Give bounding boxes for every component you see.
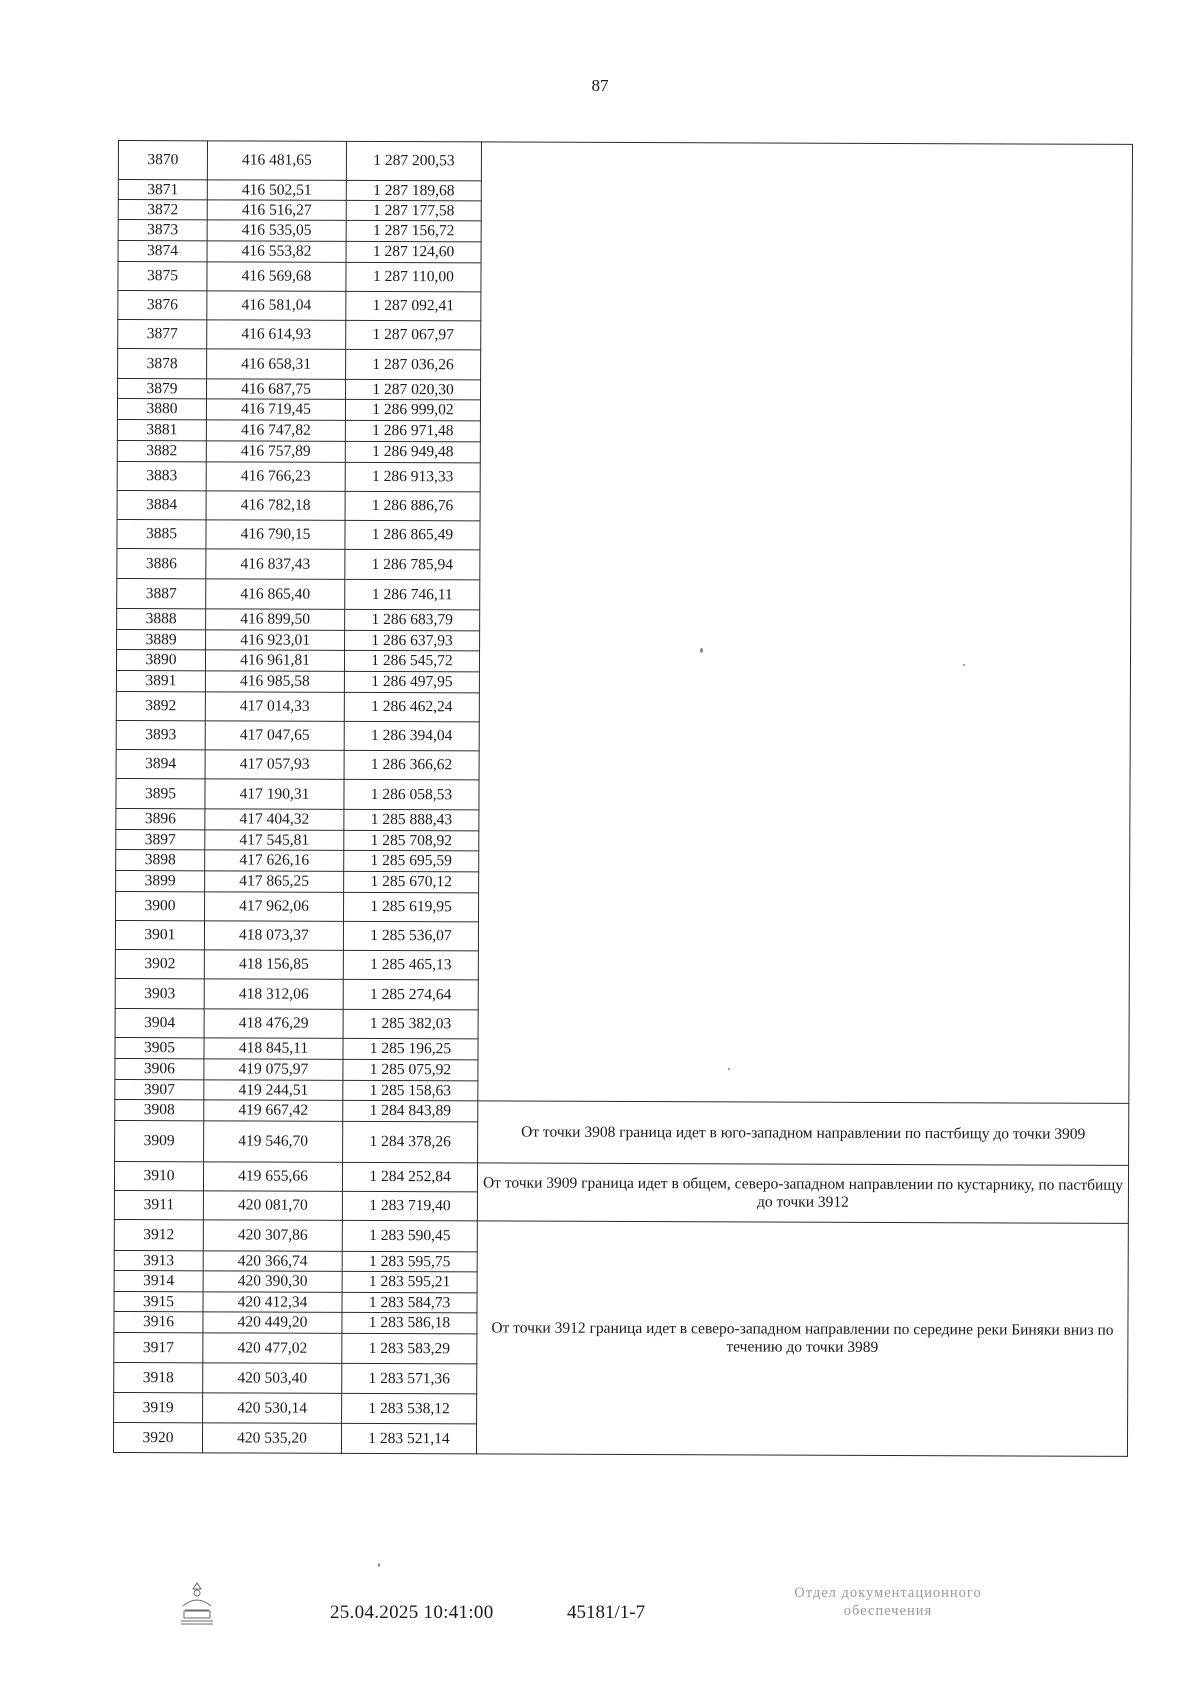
coordinate-y: 1 286 746,11 <box>345 579 480 610</box>
coordinate-y: 1 285 465,13 <box>343 950 478 980</box>
point-number: 3913 <box>114 1250 203 1270</box>
coordinate-y: 1 283 590,45 <box>342 1220 477 1252</box>
point-number: 3900 <box>116 891 205 920</box>
coordinate-y: 1 286 497,95 <box>344 671 479 693</box>
coordinate-x: 418 156,85 <box>204 950 343 980</box>
point-number: 3910 <box>114 1161 203 1190</box>
coordinate-y: 1 287 156,72 <box>346 220 481 242</box>
coordinate-x: 416 581,04 <box>207 291 346 321</box>
scan-speck <box>728 1068 730 1070</box>
point-number: 3889 <box>117 629 206 649</box>
point-number: 3881 <box>117 419 206 440</box>
coordinate-x: 416 719,45 <box>206 399 345 421</box>
point-number: 3872 <box>118 200 207 220</box>
coordinate-x: 416 553,82 <box>207 241 346 263</box>
point-number: 3875 <box>118 262 207 291</box>
point-number: 3919 <box>114 1392 203 1422</box>
point-number: 3898 <box>116 849 205 870</box>
department-watermark <box>738 1584 1038 1620</box>
coordinate-x: 419 075,97 <box>204 1059 343 1081</box>
coordinate-y: 1 283 571,36 <box>342 1363 477 1394</box>
coordinate-y: 1 284 252,84 <box>342 1162 477 1192</box>
boundary-description: От точки 3909 граница идет в общем, северо-западном направлении по кустарнику, по пастбищу до точки 3912 <box>477 1163 1128 1223</box>
coordinate-x: 417 962,06 <box>205 892 344 922</box>
coordinate-y: 1 284 378,26 <box>343 1121 478 1163</box>
coordinate-y: 1 285 196,25 <box>343 1038 478 1060</box>
coordinate-x: 420 390,30 <box>203 1271 342 1293</box>
coordinate-x: 417 014,33 <box>205 692 344 722</box>
coordinate-y: 1 286 394,04 <box>344 721 479 751</box>
point-number: 3896 <box>116 808 205 829</box>
point-number: 3878 <box>118 349 207 379</box>
coordinate-y: 1 286 058,53 <box>344 779 479 810</box>
coordinate-y: 1 285 708,92 <box>344 830 479 851</box>
coordinate-x: 417 404,32 <box>205 809 344 831</box>
coordinate-x: 417 190,31 <box>205 779 344 810</box>
coordinate-y: 1 287 177,58 <box>346 200 481 221</box>
coordinate-x: 416 658,31 <box>207 349 346 380</box>
coordinate-x: 418 073,37 <box>204 921 343 951</box>
point-number: 3911 <box>114 1190 203 1219</box>
point-number: 3899 <box>116 870 205 891</box>
point-number: 3882 <box>117 440 206 461</box>
coordinate-y: 1 286 683,79 <box>345 609 480 631</box>
table-row <box>114 1219 1128 1254</box>
coordinate-x: 419 546,70 <box>204 1121 343 1163</box>
point-number: 3876 <box>118 291 207 320</box>
coordinate-x: 417 545,81 <box>205 830 344 851</box>
point-number: 3902 <box>115 949 204 978</box>
coordinate-x: 416 481,65 <box>207 141 346 181</box>
coordinate-y: 1 287 189,68 <box>346 180 481 201</box>
table-row <box>118 141 1132 184</box>
coordinate-y: 1 283 583,29 <box>342 1333 477 1364</box>
registry-stamp-icon <box>175 1580 219 1626</box>
coordinate-y: 1 286 971,48 <box>345 420 480 442</box>
coordinate-y: 1 283 595,75 <box>342 1251 477 1272</box>
coordinate-y: 1 285 670,12 <box>344 871 479 893</box>
coordinate-x: 416 614,93 <box>207 320 346 350</box>
coordinate-x: 416 837,43 <box>206 549 345 580</box>
coordinate-x: 419 244,51 <box>204 1080 343 1101</box>
coordinate-y: 1 285 536,07 <box>343 921 478 951</box>
scan-speck <box>963 664 965 666</box>
coordinate-x: 416 865,40 <box>206 579 345 610</box>
coordinate-y: 1 283 584,73 <box>342 1292 477 1313</box>
coordinate-y: 1 286 949,48 <box>345 441 480 463</box>
coordinate-x: 417 865,25 <box>205 871 344 893</box>
point-number: 3873 <box>118 220 207 241</box>
coordinate-x: 420 449,20 <box>203 1312 342 1334</box>
coordinate-x: 420 307,86 <box>203 1220 342 1252</box>
point-number: 3874 <box>118 241 207 262</box>
coordinate-y: 1 285 695,59 <box>344 850 479 872</box>
page-number: 87 <box>591 76 609 95</box>
boundary-description: От точки 3908 граница идет в юго-западном направлении по пастбищу до точки 3909 <box>478 1101 1129 1165</box>
coordinate-y: 1 286 785,94 <box>345 549 480 580</box>
page-footer <box>0 1580 1200 1640</box>
coordinate-x: 420 366,74 <box>203 1251 342 1272</box>
point-number: 3884 <box>117 490 206 519</box>
coordinate-x: 416 961,81 <box>205 650 344 672</box>
description-blank-cell <box>478 142 1133 1103</box>
coordinate-y: 1 283 719,40 <box>342 1191 477 1221</box>
coordinate-x: 416 502,51 <box>207 180 346 201</box>
scan-speck <box>700 648 703 653</box>
coordinate-x: 420 503,40 <box>203 1363 342 1394</box>
coordinate-x: 416 687,75 <box>207 379 346 400</box>
coordinate-x: 417 047,65 <box>205 721 344 751</box>
coordinate-y: 1 285 158,63 <box>343 1080 478 1101</box>
coordinate-y: 1 287 036,26 <box>346 349 481 380</box>
coordinate-x: 418 312,06 <box>204 979 343 1010</box>
coordinate-x: 416 569,68 <box>207 262 346 292</box>
watermark-line-2: обеспечения <box>843 1603 933 1619</box>
coordinate-y: 1 286 637,93 <box>345 630 480 651</box>
point-number: 3901 <box>115 920 204 949</box>
point-number: 3914 <box>114 1270 203 1291</box>
coordinate-y: 1 287 124,60 <box>346 241 481 263</box>
point-number: 3887 <box>117 578 206 608</box>
point-number: 3908 <box>115 1099 204 1120</box>
coordinate-x: 416 782,18 <box>206 491 345 521</box>
coordinate-x: 420 530,14 <box>203 1393 342 1424</box>
coordinate-x: 417 057,93 <box>205 750 344 780</box>
coordinate-x: 416 790,15 <box>206 520 345 550</box>
coordinate-y: 1 287 067,97 <box>346 320 481 350</box>
point-number: 3916 <box>114 1311 203 1332</box>
point-number: 3906 <box>115 1058 204 1079</box>
coordinate-y: 1 286 462,24 <box>344 692 479 722</box>
coordinate-x: 419 667,42 <box>204 1100 343 1122</box>
coordinate-y: 1 286 999,02 <box>345 399 480 421</box>
coordinate-y: 1 287 092,41 <box>346 291 481 321</box>
coordinate-x: 417 626,16 <box>205 850 344 872</box>
coordinates-table <box>113 140 1133 1457</box>
point-number: 3888 <box>117 608 206 629</box>
point-number: 3880 <box>117 399 206 420</box>
coordinate-y: 1 287 020,30 <box>346 379 481 400</box>
point-number: 3877 <box>118 320 207 349</box>
coordinate-y: 1 285 619,95 <box>344 892 479 922</box>
point-number: 3871 <box>118 180 207 200</box>
point-number: 3895 <box>116 778 205 808</box>
point-number: 3892 <box>116 691 205 720</box>
point-number: 3885 <box>117 519 206 548</box>
point-number: 3915 <box>114 1291 203 1311</box>
coordinate-y: 1 283 521,14 <box>341 1423 476 1454</box>
coordinate-x: 418 845,11 <box>204 1038 343 1060</box>
coordinate-x: 416 766,23 <box>206 462 345 492</box>
point-number: 3905 <box>115 1037 204 1058</box>
coordinate-x: 416 757,89 <box>206 441 345 463</box>
point-number: 3917 <box>114 1332 203 1362</box>
coordinate-x: 416 923,01 <box>206 630 345 651</box>
coordinate-y: 1 286 366,62 <box>344 750 479 780</box>
footer-document-number: 45181/1-7 <box>567 1602 646 1623</box>
coordinate-y: 1 285 888,43 <box>344 809 479 831</box>
point-number: 3897 <box>116 829 205 849</box>
coordinate-y: 1 286 865,49 <box>345 520 480 550</box>
coordinate-y: 1 286 913,33 <box>345 462 480 492</box>
point-number: 3883 <box>117 461 206 490</box>
point-number: 3909 <box>115 1120 204 1161</box>
watermark-line-1: Отдел документационного <box>794 1585 982 1601</box>
point-number: 3870 <box>118 141 207 180</box>
scan-speck <box>378 1563 380 1567</box>
coordinate-y: 1 285 075,92 <box>343 1059 478 1081</box>
coordinate-x: 416 535,05 <box>207 220 346 242</box>
coordinate-x: 418 476,29 <box>204 1009 343 1039</box>
coordinate-y: 1 287 200,53 <box>346 141 481 181</box>
point-number: 3890 <box>116 649 205 670</box>
point-number: 3893 <box>116 720 205 749</box>
coordinate-y: 1 283 586,18 <box>342 1312 477 1334</box>
point-number: 3894 <box>116 749 205 778</box>
point-number: 3907 <box>115 1079 204 1099</box>
coordinate-y: 1 283 595,21 <box>342 1271 477 1293</box>
coordinate-x: 420 412,34 <box>203 1292 342 1313</box>
coordinate-x: 416 747,82 <box>206 420 345 442</box>
coordinate-x: 416 516,27 <box>207 200 346 221</box>
coordinate-y: 1 286 545,72 <box>344 650 479 672</box>
point-number: 3918 <box>114 1362 203 1392</box>
point-number: 3891 <box>116 670 205 691</box>
point-number: 3904 <box>115 1008 204 1037</box>
point-number: 3912 <box>114 1219 203 1250</box>
coordinate-x: 419 655,66 <box>203 1162 342 1192</box>
point-number: 3920 <box>113 1422 202 1452</box>
coordinate-y: 1 285 274,64 <box>343 979 478 1010</box>
coordinate-y: 1 286 886,76 <box>345 491 480 521</box>
table-row <box>114 1161 1128 1194</box>
coordinate-y: 1 284 843,89 <box>343 1100 478 1122</box>
point-number: 3879 <box>118 379 207 399</box>
coordinate-x: 420 477,02 <box>203 1333 342 1364</box>
coordinate-x: 416 899,50 <box>206 609 345 631</box>
coordinate-y: 1 283 538,12 <box>342 1393 477 1424</box>
footer-timestamp: 25.04.2025 10:41:00 <box>330 1602 494 1623</box>
point-number: 3886 <box>117 548 206 578</box>
coordinate-x: 420 081,70 <box>203 1191 342 1221</box>
point-number: 3903 <box>115 978 204 1008</box>
coordinate-x: 420 535,20 <box>202 1423 341 1454</box>
coordinate-x: 416 985,58 <box>205 671 344 693</box>
coordinate-y: 1 287 110,00 <box>346 262 481 292</box>
boundary-description: От точки 3912 граница идет в северо-западном направлении по середине реки Биняки вниз по течению до точки 3989 <box>476 1221 1128 1456</box>
coordinate-y: 1 285 382,03 <box>343 1009 478 1039</box>
